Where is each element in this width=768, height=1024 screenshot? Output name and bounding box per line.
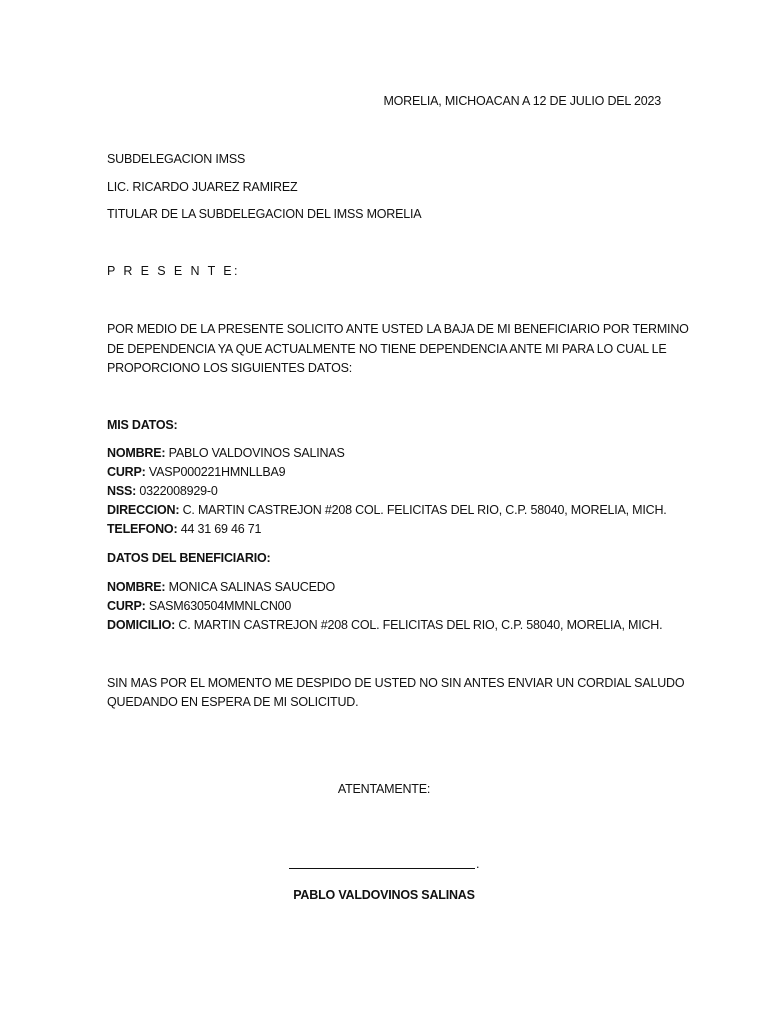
signature-line-dot: . <box>476 857 480 871</box>
my-data-direccion <box>107 502 667 518</box>
field-label: CURP: <box>107 599 146 613</box>
field-value: C. MARTIN CASTREJON #208 COL. FELICITAS DEL RIO, C.P. 58040, MORELIA, MICH. <box>182 503 667 517</box>
field-value: MONICA SALINAS SAUCEDO <box>168 580 336 594</box>
closing-line-2: QUEDANDO EN ESPERA DE MI SOLICITUD. <box>107 695 359 709</box>
field-value: PABLO VALDOVINOS SALINAS <box>168 446 345 460</box>
valediction: ATENTAMENTE: <box>337 782 431 796</box>
signer-name: PABLO VALDOVINOS SALINAS <box>293 888 475 902</box>
intro-line-1: POR MEDIO DE LA PRESENTE SOLICITO ANTE USTED LA BAJA DE MI BENEFICIARIO POR TERMINO <box>107 322 689 336</box>
field-value: SASM630504MMNLCN00 <box>148 599 292 613</box>
my-data-nombre <box>107 445 345 461</box>
greeting: P R E S E N T E: <box>107 264 240 278</box>
field-label: TELEFONO: <box>107 522 178 536</box>
field-value: 0322008929-0 <box>139 484 218 498</box>
field-value: VASP000221HMNLLBA9 <box>148 465 286 479</box>
field-value: C. MARTIN CASTREJON #208 COL. FELICITAS DEL RIO, C.P. 58040, MORELIA, MICH. <box>178 618 663 632</box>
signature-line <box>289 858 475 869</box>
field-label: NOMBRE: <box>107 580 166 594</box>
beneficiary-curp <box>107 598 291 614</box>
field-value: 44 31 69 46 71 <box>180 522 262 536</box>
recipient-office: SUBDELEGACION IMSS <box>107 152 246 166</box>
field-label: NOMBRE: <box>107 446 166 460</box>
intro-line-3: PROPORCIONO LOS SIGUIENTES DATOS: <box>107 361 353 375</box>
closing-line-1: SIN MAS POR EL MOMENTO ME DESPIDO DE USTED NO SIN ANTES ENVIAR UN CORDIAL SALUDO <box>107 676 685 690</box>
my-data-nss <box>107 483 218 499</box>
field-label: NSS: <box>107 484 137 498</box>
field-label: CURP: <box>107 465 146 479</box>
my-data-heading: MIS DATOS: <box>107 418 178 432</box>
field-label: DOMICILIO: <box>107 618 176 632</box>
field-label: DIRECCION: <box>107 503 180 517</box>
place-date: MORELIA, MICHOACAN A 12 DE JULIO DEL 2023 <box>383 94 661 108</box>
my-data-telefono <box>107 521 261 537</box>
recipient-title: TITULAR DE LA SUBDELEGACION DEL IMSS MORELIA <box>107 207 422 221</box>
my-data-curp <box>107 464 285 480</box>
beneficiary-domicilio <box>107 617 662 633</box>
recipient-name: LIC. RICARDO JUAREZ RAMIREZ <box>107 180 298 194</box>
intro-line-2: DE DEPENDENCIA YA QUE ACTUALMENTE NO TIENE DEPENDENCIA ANTE MI PARA LO CUAL LE <box>107 342 667 356</box>
beneficiary-heading: DATOS DEL BENEFICIARIO: <box>107 551 271 565</box>
beneficiary-nombre <box>107 579 335 595</box>
